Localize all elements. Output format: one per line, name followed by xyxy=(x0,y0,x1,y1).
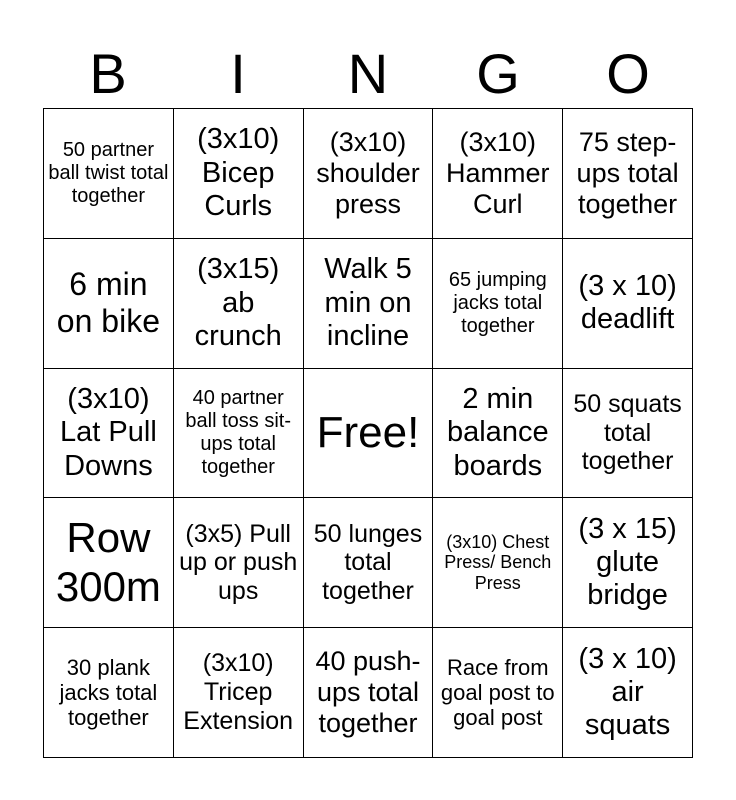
bingo-cell[interactable] xyxy=(433,239,563,369)
cell-text: 30 plank jacks total together xyxy=(59,654,158,731)
cell-text: (3x15) ab crunch xyxy=(194,253,282,352)
header-letter-o: O xyxy=(606,42,650,105)
cell-text: (3x10) shoulder press xyxy=(316,126,420,219)
bingo-cell[interactable] xyxy=(174,498,304,628)
bingo-cell[interactable] xyxy=(44,369,174,499)
bingo-cell[interactable] xyxy=(44,498,174,628)
bingo-cell[interactable] xyxy=(304,239,434,369)
bingo-cell[interactable] xyxy=(174,239,304,369)
bingo-cell[interactable] xyxy=(433,498,563,628)
cell-text: (3x10) Hammer Curl xyxy=(446,126,550,219)
bingo-cell[interactable] xyxy=(44,239,174,369)
cell-text: 50 lunges total together xyxy=(313,519,423,606)
header-letter-b: B xyxy=(89,42,127,105)
cell-text: (3x10) Tricep Extension xyxy=(183,649,294,735)
bingo-header xyxy=(43,40,693,108)
bingo-cell[interactable] xyxy=(563,109,693,239)
cell-text: (3x10) Lat Pull Downs xyxy=(60,382,157,482)
bingo-cell[interactable] xyxy=(174,109,304,239)
cell-text: 40 push-ups total together xyxy=(315,646,421,739)
cell-text: (3 x 10) deadlift xyxy=(578,269,677,336)
cell-text: Walk 5 min on incline xyxy=(324,253,412,352)
free-space-cell[interactable] xyxy=(304,369,434,499)
bingo-cell[interactable] xyxy=(563,239,693,369)
cell-text: 40 partner ball toss sit-ups total together xyxy=(185,386,291,478)
cell-text: Row 300m xyxy=(55,514,161,610)
cell-text: (3 x 10) air squats xyxy=(578,642,677,742)
bingo-cell[interactable] xyxy=(174,369,304,499)
cell-text: (3x10) Chest Press/ Bench Press xyxy=(444,531,552,594)
cell-text: 2 min balance boards xyxy=(446,382,549,482)
bingo-grid xyxy=(43,108,693,758)
bingo-cell[interactable] xyxy=(563,628,693,758)
cell-text: 75 step-ups total together xyxy=(576,126,679,219)
bingo-cell[interactable] xyxy=(174,628,304,758)
bingo-cell[interactable] xyxy=(563,369,693,499)
bingo-cell[interactable] xyxy=(304,109,434,239)
cell-text: 6 min on bike xyxy=(56,266,160,340)
bingo-cell[interactable] xyxy=(433,369,563,499)
bingo-cell[interactable] xyxy=(304,628,434,758)
cell-text: Race from goal post to goal post xyxy=(440,654,555,731)
header-letter-n: N xyxy=(347,42,389,105)
bingo-cell[interactable] xyxy=(304,498,434,628)
cell-text: (3x10) Bicep Curls xyxy=(197,123,280,223)
bingo-cell[interactable] xyxy=(44,109,174,239)
free-space-text: Free! xyxy=(316,407,420,457)
bingo-cell[interactable] xyxy=(433,109,563,239)
cell-text: (3x5) Pull up or push ups xyxy=(179,519,298,606)
bingo-cell[interactable] xyxy=(44,628,174,758)
bingo-cell[interactable] xyxy=(433,628,563,758)
cell-text: 50 partner ball twist total together xyxy=(48,138,169,207)
cell-text: (3 x 15) glute bridge xyxy=(578,512,677,612)
header-letter-g: G xyxy=(476,42,520,105)
cell-text: 50 squats total together xyxy=(573,389,682,476)
bingo-cell[interactable] xyxy=(563,498,693,628)
cell-text: 65 jumping jacks total together xyxy=(448,268,547,337)
header-letter-i: I xyxy=(230,42,246,105)
